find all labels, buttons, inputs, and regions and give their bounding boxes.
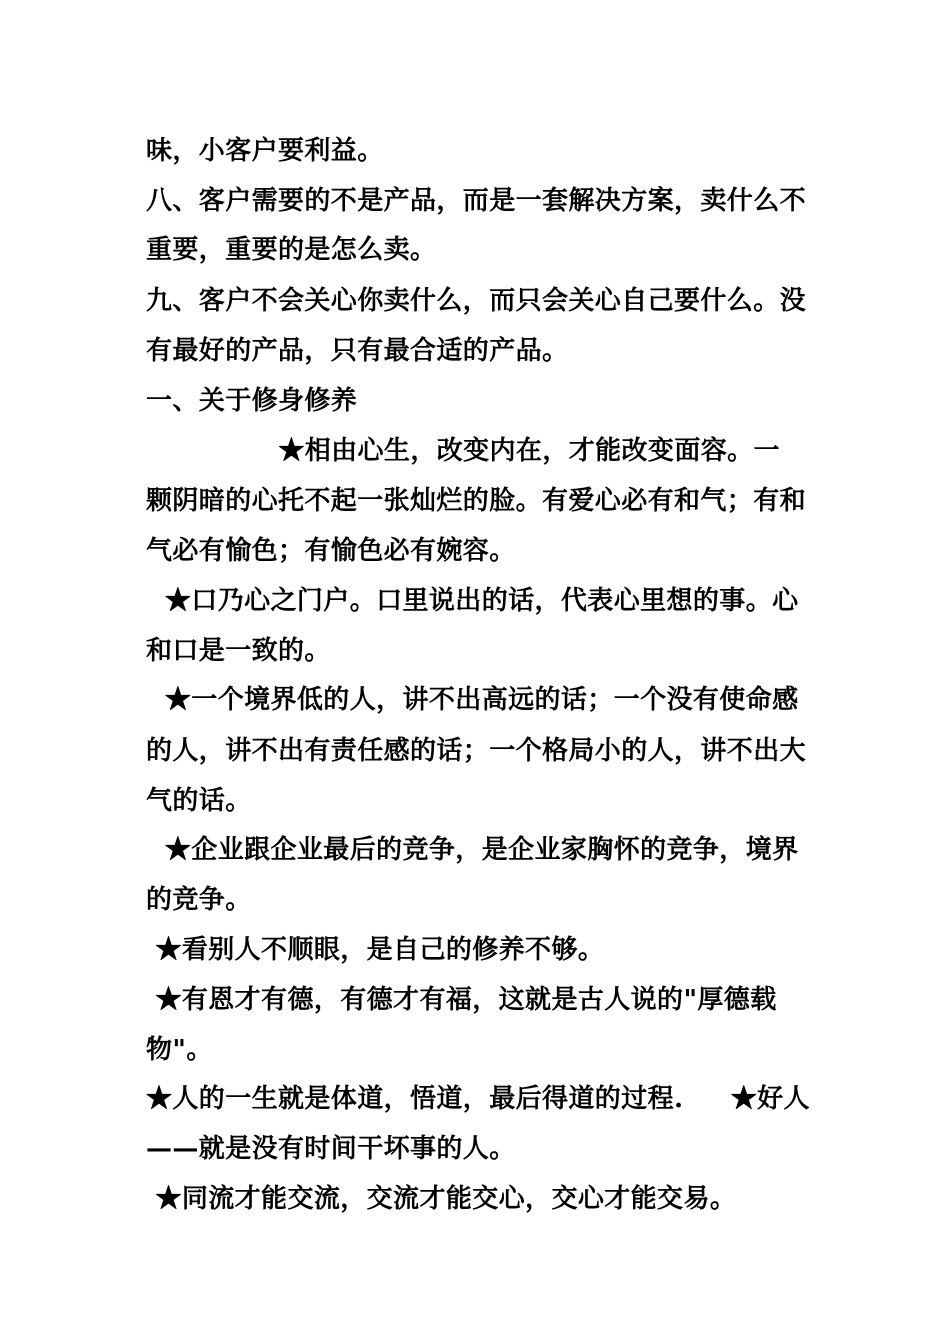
- text-line: 颗阴暗的心托不起一张灿烂的脸。有爱心必有和气；有和: [146, 486, 807, 516]
- section-heading: 一、关于修身修养: [146, 386, 358, 416]
- text-line: ★同流才能交流，交流才能交心，交心才能交易。: [146, 1184, 737, 1214]
- text-line: 和口是一致的。: [146, 636, 331, 666]
- text-line: 的人，讲不出有责任感的话；一个格局小的人，讲不出大: [146, 736, 807, 766]
- text-line: 重要，重要的是怎么卖。: [146, 235, 437, 265]
- text-line: 味，小客户要利益。: [146, 136, 384, 166]
- text-line: ★相由心生，改变内在，才能改变面容。一: [146, 436, 780, 466]
- text-line: ★有恩才有德，有德才有福，这就是古人说的"厚德载: [146, 985, 777, 1015]
- text-line: ★企业跟企业最后的竞争，是企业家胸怀的竞争，境界: [146, 835, 799, 865]
- text-line: 的竞争。: [146, 885, 252, 915]
- text-line: 气的话。: [146, 786, 252, 816]
- text-line: 有最好的产品，只有最合适的产品。: [146, 336, 569, 366]
- text-line: 九、客户不会关心你卖什么，而只会关心自己要什么。没: [146, 286, 807, 316]
- text-line: 气必有愉色；有愉色必有婉容。: [146, 536, 516, 566]
- text-line: ★人的一生就是体道，悟道，最后得道的过程. ★好人: [146, 1084, 810, 1114]
- text-line: 八、客户需要的不是产品，而是一套解决方案，卖什么不: [146, 186, 807, 216]
- text-line: ★看别人不顺眼，是自己的修养不够。: [146, 935, 605, 965]
- text-line: ★口乃心之门户。口里说出的话，代表心里想的事。心: [146, 586, 799, 616]
- text-line: 物"。: [146, 1035, 213, 1065]
- text-line: ——就是没有时间干坏事的人。: [146, 1134, 516, 1164]
- text-line: ★一个境界低的人，讲不出高远的话；一个没有使命感: [146, 685, 799, 715]
